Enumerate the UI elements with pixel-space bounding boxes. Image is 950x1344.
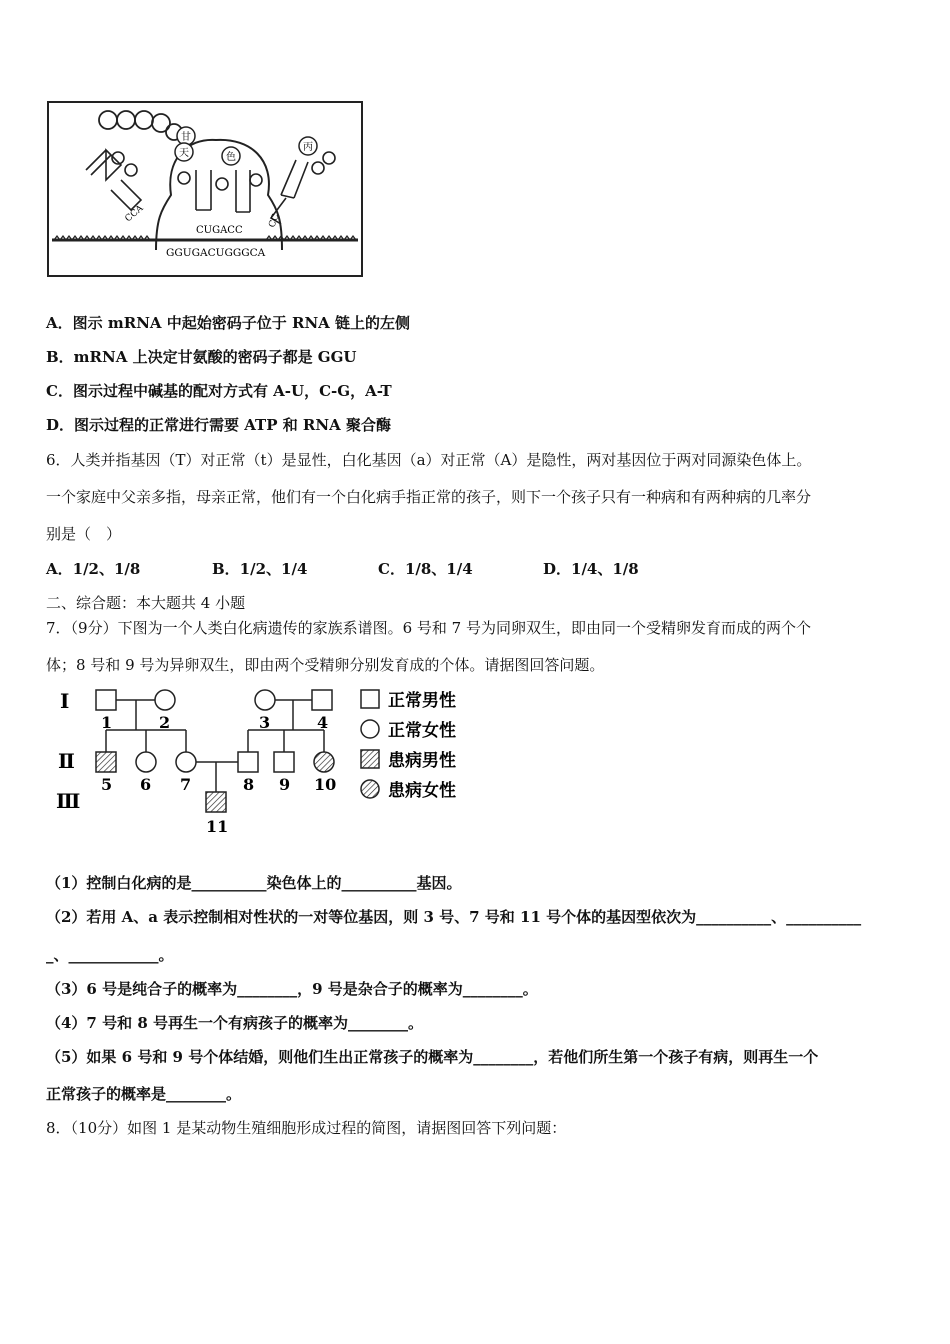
q6-option-c: C．1/8、1/4 [378, 560, 473, 578]
generation-ii: Ⅱ [58, 749, 75, 773]
individual-4 [312, 690, 332, 710]
legend-affected-female: 患病女性 [388, 781, 456, 801]
individual-3 [255, 690, 275, 710]
individual-7 [176, 752, 196, 772]
q7-line2: 体；8 号和 9 号为异卵双生，即由两个受精卵分别发育成的个体。请据图回答问题。 [46, 656, 605, 674]
legend-normal-male: 正常男性 [388, 691, 456, 711]
individual-10 [314, 752, 334, 772]
q7-sub5b: 正常孩子的概率是________。 [46, 1085, 242, 1103]
q6-option-a: A．1/2、1/8 [46, 560, 141, 578]
translation-figure [46, 100, 366, 280]
q7-sub2b: _、____________。 [46, 946, 174, 964]
q7-line1: 7．（9分）下图为一个人类白化病遗传的家族系谱图。6 号和 7 号为同卵双生，即由同一个受精卵发育而成的两个个 [46, 619, 811, 637]
generation-iii: Ⅲ [56, 789, 81, 813]
q7-sub1: （1）控制白化病的是__________染色体上的__________基因。 [46, 874, 462, 892]
legend-normal-female-icon [361, 720, 379, 738]
label-2: 2 [159, 713, 171, 732]
individual-11 [206, 792, 226, 812]
generation-i: Ⅰ [60, 689, 70, 713]
individual-8 [238, 752, 258, 772]
label-3: 3 [259, 713, 271, 732]
label-10: 10 [314, 775, 337, 794]
q5-option-d: D．图示过程的正常进行需要 ATP 和 RNA 聚合酶 [46, 416, 391, 434]
q8-line1: 8．（10分）如图 1 是某动物生殖细胞形成过程的简图，请据图回答下列问题： [46, 1119, 567, 1137]
amino-acid-gly-label: 甘 [181, 132, 191, 143]
label-4: 4 [317, 713, 329, 732]
label-8: 8 [243, 775, 255, 794]
legend-affected-female-icon [361, 780, 379, 798]
individual-1 [96, 690, 116, 710]
legend-affected-male-icon [361, 750, 379, 768]
label-5: 5 [101, 775, 113, 794]
trna-right-cc: CC [267, 212, 282, 230]
q5-option-a: A．图示 mRNA 中起始密码子位于 RNA 链上的左侧 [46, 314, 411, 332]
pedigree-chart [46, 682, 476, 842]
legend-normal-male-icon [361, 690, 379, 708]
q7-sub2a: （2）若用 A、a 表示控制相对性状的一对等位基因，则 3 号、7 号和 11 号个体的基因型依次为__________、__________ [46, 908, 862, 926]
label-1: 1 [101, 713, 113, 732]
amino-acid-trp-label: 色 [226, 152, 236, 163]
legend-affected-male: 患病男性 [388, 751, 456, 771]
mrna-sequence: GGUGACUGGGCA [166, 247, 266, 259]
q5-option-c: C．图示过程中碱基的配对方式有 A-U，C-G，A-T [46, 382, 392, 400]
amino-acid-ala-label: 丙 [303, 142, 313, 153]
anticodon-label: CUGACC [196, 225, 243, 236]
label-11: 11 [206, 817, 229, 836]
q5-option-b: B．mRNA 上决定甘氨酸的密码子都是 GGU [46, 348, 357, 366]
q6-line1: 6．人类并指基因（T）对正常（t）是显性，白化基因（a）对正常（A）是隐性，两对基因位于两对同源染色体上。 [46, 451, 812, 469]
q6-option-d: D．1/4、1/8 [543, 560, 639, 578]
label-6: 6 [140, 775, 152, 794]
individual-9 [274, 752, 294, 772]
individual-5 [96, 752, 116, 772]
q6-line3: 别是（ ） [46, 525, 122, 543]
q7-sub3: （3）6 号是纯合子的概率为________，9 号是杂合子的概率为________。 [46, 980, 538, 998]
q7-sub4: （4）7 号和 8 号再生一个有病孩子的概率为________。 [46, 1014, 423, 1032]
label-9: 9 [279, 775, 291, 794]
section2-heading: 二、综合题：本大题共 4 小题 [46, 594, 246, 612]
legend-normal-female: 正常女性 [388, 721, 456, 741]
amino-acid-asp-label: 天 [179, 148, 189, 159]
trna-left-cca: CCA [123, 203, 146, 225]
individual-2 [155, 690, 175, 710]
q7-sub5a: （5）如果 6 号和 9 号个体结婚，则他们生出正常孩子的概率为________，若他们所生第一个孩子有病，则再生一个 [46, 1048, 819, 1066]
q6-line2: 一个家庭中父亲多指，母亲正常，他们有一个白化病手指正常的孩子，则下一个孩子只有一种病和有两种病的几率分 [46, 488, 812, 506]
q6-option-b: B．1/2、1/4 [212, 560, 308, 578]
individual-6 [136, 752, 156, 772]
label-7: 7 [180, 775, 192, 794]
